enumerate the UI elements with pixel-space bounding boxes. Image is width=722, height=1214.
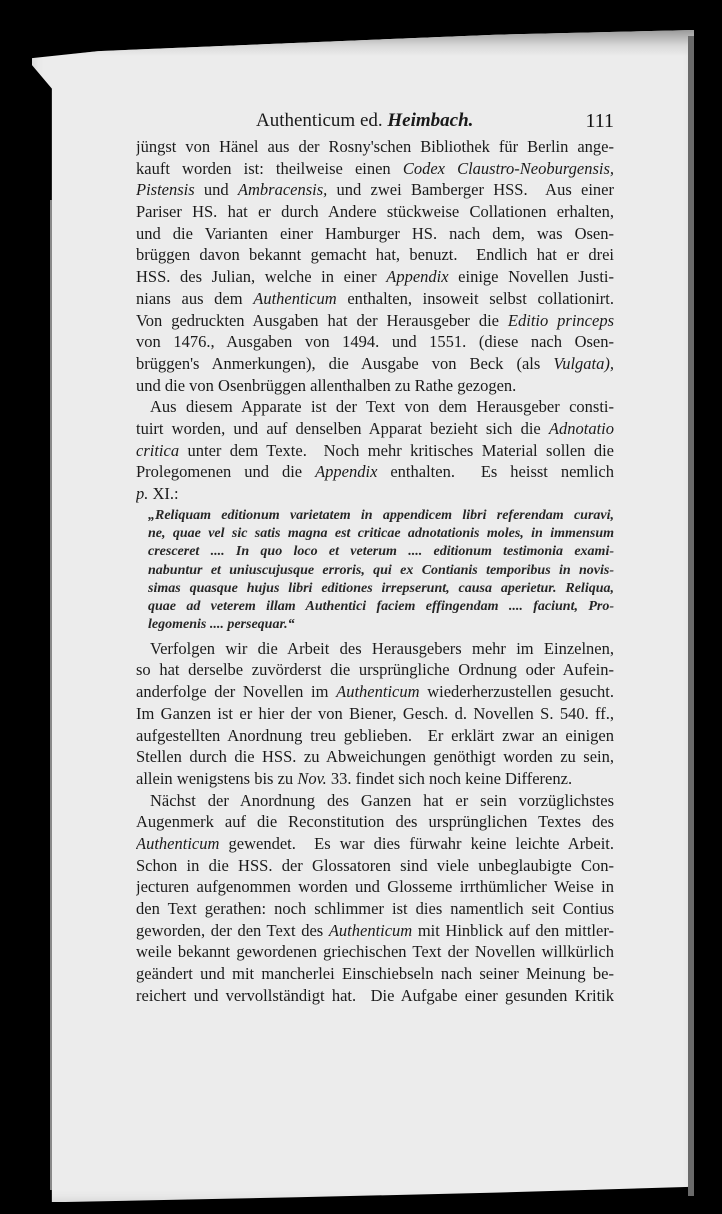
text-segment: Im Ganzen ist er hier der von Biener, Gesch. d. Novellen S. 540. ff.,: [136, 703, 614, 723]
text-segment: Aus diesem Apparate ist der Text von dem Herausgeber consti-: [150, 397, 614, 417]
text-segment: gewendet. Es war dies fürwahr keine leichte Arbeit.: [219, 833, 614, 853]
text-line: [136, 703, 614, 725]
text-segment: kauft worden ist: theilweise einen: [136, 158, 403, 178]
italic-term: Vulgata),: [553, 353, 614, 373]
text-segment: HSS. des Julian, welche in einer: [136, 267, 387, 287]
text-segment: einige Novellen Justi-: [448, 267, 614, 287]
text-line: [136, 483, 614, 505]
text-line: [136, 638, 614, 660]
text-line: [136, 288, 614, 310]
text-line: [136, 985, 614, 1007]
text-segment: unter dem Texte. Noch mehr kritisches Material sollen die: [179, 440, 614, 460]
text-segment: reichert und vervollständigt hat. Die Aufgabe einer gesunden Kritik: [136, 985, 614, 1005]
text-line: [136, 790, 614, 812]
page-edge-line: [50, 200, 52, 1190]
text-line: [136, 266, 614, 288]
paragraph: [136, 136, 614, 396]
text-segment: tuirt worden, und auf denselben Apparat bezieht sich die: [136, 418, 549, 438]
italic-term: Adnotatio: [548, 418, 614, 438]
quote-line: simas quasque hujus libri editiones irrepserunt, causa aperietur. Reliqua,: [148, 580, 614, 596]
text-segment: von 1476., Ausgaben von 1494. und 1551. (diese nach Osen-: [136, 332, 614, 352]
quote-line: „Reliquam editionum varietatem in appendicem libri referendam curavi,: [148, 507, 614, 523]
text-line: [136, 855, 614, 877]
text-segment: Prolegomenen und die: [136, 462, 316, 482]
text-line: [136, 876, 614, 898]
text-segment: wiederherzustellen gesucht.: [419, 682, 614, 702]
text-line: [136, 811, 614, 833]
text-segment: und zwei Bamberger HSS. Aus einer: [327, 180, 614, 200]
italic-term: Editio princeps: [507, 310, 614, 330]
text-segment: brüggen's Anmerkungen), die Ausgabe von Beck (als: [136, 353, 554, 373]
text-line: [136, 179, 614, 201]
text-line: [136, 375, 614, 397]
text-segment: enthalten. Es heisst nemlich: [377, 462, 614, 482]
italic-term: Pistensis: [136, 180, 195, 200]
text-segment: Von gedruckten Ausgaben hat der Herausgeber die: [136, 310, 508, 330]
text-segment: XI.:: [148, 484, 179, 503]
text-line: [136, 201, 614, 223]
text-line: [136, 353, 614, 375]
text-line: [136, 898, 614, 920]
italic-term: critica: [136, 440, 180, 460]
quote-line: nabuntur et uniuscujusque erroris, qui ex Contianis temporibus in novis-: [148, 562, 614, 578]
text-segment: Nächst der Anordnung des Ganzen hat er sein vorzüglichstes: [150, 790, 614, 810]
text-segment: mit Hinblick auf den mittler-: [412, 920, 614, 940]
text-segment: Schon in die HSS. der Glossatoren sind viele unbeglaubigte Con-: [136, 855, 614, 875]
text-segment: weile bekannt gewordenen griechischen Text der Novellen willkürlich: [136, 942, 614, 962]
text-line: [136, 833, 614, 855]
block-quote: [136, 507, 614, 635]
running-head: [256, 110, 473, 132]
text-line: [136, 920, 614, 942]
italic-term: Authenticum: [136, 833, 220, 853]
text-segment: aufgestellten Anordnung treu geblieben. Er erklärt zwar an einigen: [136, 725, 614, 745]
text-segment: anderfolge der Novellen im: [136, 682, 337, 702]
running-head-name: Heimbach.: [387, 110, 474, 131]
page-edge-shadow: [688, 36, 694, 1196]
paragraph: [136, 396, 614, 504]
text-segment: den Text gerathen: noch schlimmer ist dies namentlich seit Contius: [136, 899, 614, 919]
quote-line: ne, quae vel sic satis magna est criticae adnotationis moles, in immensum: [148, 525, 614, 541]
italic-term: Authenticum: [253, 288, 337, 308]
text-line: [136, 440, 614, 462]
text-line: [136, 418, 614, 440]
text-segment: geworden, der den Text des: [136, 920, 329, 940]
running-head-prefix: Authenticum ed.: [256, 110, 388, 131]
text-line: [136, 746, 614, 768]
text-line: [136, 963, 614, 985]
text-line: [136, 158, 614, 180]
italic-term: Nov.: [297, 768, 327, 788]
text-line: [136, 136, 614, 158]
text-line: [136, 331, 614, 353]
paragraph: [136, 638, 614, 790]
text-segment: und die von Osenbrüggen allenthalben zu Rathe gezogen.: [136, 375, 517, 395]
text-segment: nians aus dem: [136, 288, 254, 308]
text-segment: 33. findet sich noch keine Differenz.: [326, 768, 573, 788]
text-segment: jecturen aufgenommen worden und Glosseme irrthümlicher Weise in: [136, 877, 614, 897]
text-line: [136, 244, 614, 266]
italic-term: p.: [136, 484, 149, 503]
paragraph: [136, 790, 614, 1007]
text-line: [136, 223, 614, 245]
text-line: [136, 310, 614, 332]
text-segment: Verfolgen wir die Arbeit des Herausgebers mehr im Einzelnen,: [150, 638, 614, 658]
text-segment: Pariser HS. hat er durch Andere stückweise Collationen erhalten,: [136, 202, 614, 222]
text-segment: jüngst von Hänel aus der Rosny'schen Bibliothek für Berlin ange-: [136, 137, 614, 156]
text-segment: brüggen davon bekannt gemacht hat, benuzt. Endlich hat er drei: [136, 245, 614, 265]
text-segment: Stellen durch die HSS. zu Abweichungen genöthigt worden zu sein,: [136, 747, 614, 767]
quote-line: quae ad veterem illam Authentici faciem effingendam .... faciunt, Pro-: [148, 599, 614, 615]
text-line: [136, 659, 614, 681]
text-segment: allein wenigstens bis zu: [136, 768, 298, 788]
text-line: [136, 461, 614, 483]
italic-term: Appendix: [315, 462, 378, 482]
page-header: [136, 110, 614, 136]
quote-line: cresceret .... In quo loco et veterum .... editionum testimonia exami-: [148, 544, 614, 560]
text-line: [136, 941, 614, 963]
text-line: [136, 396, 614, 418]
page-number: 111: [585, 110, 614, 132]
italic-term: Authenticum: [328, 920, 413, 940]
italic-term: Authenticum: [336, 682, 420, 702]
italic-term: Ambracensis,: [237, 180, 328, 200]
text-segment: Augenmerk auf die Reconstitution des ursprünglichen Textes des: [136, 812, 614, 832]
text-segment: so hat derselbe zuvörderst die ursprüngliche Ordnung oder Aufein-: [136, 660, 614, 680]
body-text: [136, 136, 614, 1006]
text-segment: und: [194, 180, 238, 200]
italic-term: Codex Claustro-Neoburgensis,: [402, 158, 614, 178]
text-segment: geändert und mit mancherlei Einschiebseln nach seiner Meinung be-: [136, 964, 614, 984]
text-line: [136, 768, 614, 790]
text-line: [136, 725, 614, 747]
italic-term: Appendix: [386, 267, 449, 287]
text-segment: enthalten, insoweit selbst collationirt.: [336, 288, 614, 308]
quote-line: legomenis .... persequar.“: [148, 617, 295, 633]
text-line: [136, 681, 614, 703]
text-segment: und die Varianten einer Hamburger HS. nach dem, was Osen-: [136, 223, 614, 243]
